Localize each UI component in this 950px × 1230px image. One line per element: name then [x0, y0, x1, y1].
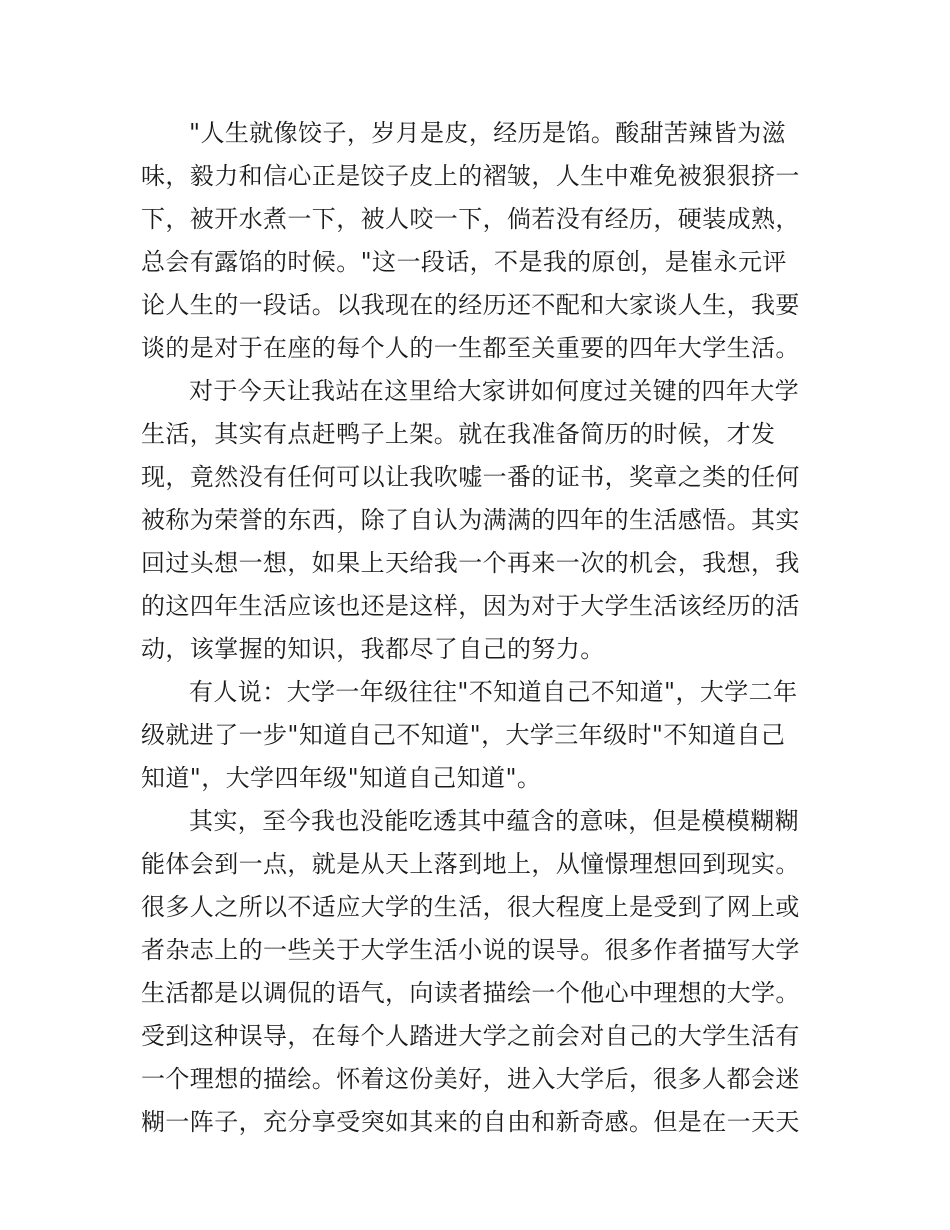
text-line: 现，竟然没有任何可以让我吹嘘一番的证书，奖章之类的任何 [141, 463, 800, 491]
text-line: 下，被开水煮一下，被人咬一下，倘若没有经历，硬装成熟， [141, 205, 800, 233]
text-line: 其实，至今我也没能吃透其中蕴含的意味，但是模模糊糊 [189, 807, 799, 835]
paragraph-1 [141, 112, 813, 370]
text-line: 总会有露馅的时候。"这一段话，不是我的原创，是崔永元评 [141, 248, 787, 276]
text-line: 谈的是对于在座的每个人的一生都至关重要的四年大学生活。 [141, 334, 800, 362]
text-line: "人生就像饺子，岁月是皮，经历是馅。酸甜苦辣皆为滋 [189, 119, 787, 147]
text-line: 的这四年生活应该也还是这样，因为对于大学生活该经历的活 [141, 592, 800, 620]
paragraph-2 [141, 370, 813, 671]
text-line: 动，该掌握的知识，我都尽了自己的努力。 [141, 635, 605, 663]
text-line: 味，毅力和信心正是饺子皮上的褶皱，人生中难免被狠狠挤一 [141, 162, 800, 190]
text-line: 生活，其实有点赶鸭子上架。就在我准备简历的时候，才发 [141, 420, 776, 448]
text-line: 对于今天让我站在这里给大家讲如何度过关键的四年大学 [189, 377, 799, 405]
text-line: 能体会到一点，就是从天上落到地上，从憧憬理想回到现实。 [141, 850, 800, 878]
paragraph-3 [141, 671, 813, 800]
text-line: 回过头想一想，如果上天给我一个再来一次的机会，我想，我 [141, 549, 800, 577]
text-line: 级就进了一步"知道自己不知道"，大学三年级时"不知道自己 [141, 721, 786, 749]
text-line: 一个理想的描绘。怀着这份美好，进入大学后，很多人都会迷 [141, 1065, 800, 1093]
text-line: 者杂志上的一些关于大学生活小说的误导。很多作者描写大学 [141, 936, 800, 964]
text-line: 知道"，大学四年级"知道自己知道"。 [141, 764, 542, 792]
text-line: 论人生的一段话。以我现在的经历还不配和大家谈人生，我要 [141, 291, 800, 319]
text-line: 糊一阵子，充分享受突如其来的自由和新奇感。但是在一天天 [141, 1108, 800, 1136]
paragraph-4 [141, 800, 813, 1144]
text-line: 被称为荣誉的东西，除了自认为满满的四年的生活感悟。其实 [141, 506, 800, 534]
text-line: 受到这种误导，在每个人踏进大学之前会对自己的大学生活有 [141, 1022, 800, 1050]
text-line: 有人说：大学一年级往往"不知道自己不知道"，大学二年 [189, 678, 798, 706]
text-line: 生活都是以调侃的语气，向读者描绘一个他心中理想的大学。 [141, 979, 800, 1007]
text-line: 很多人之所以不适应大学的生活，很大程度上是受到了网上或 [141, 893, 800, 921]
document-body [141, 112, 813, 1144]
